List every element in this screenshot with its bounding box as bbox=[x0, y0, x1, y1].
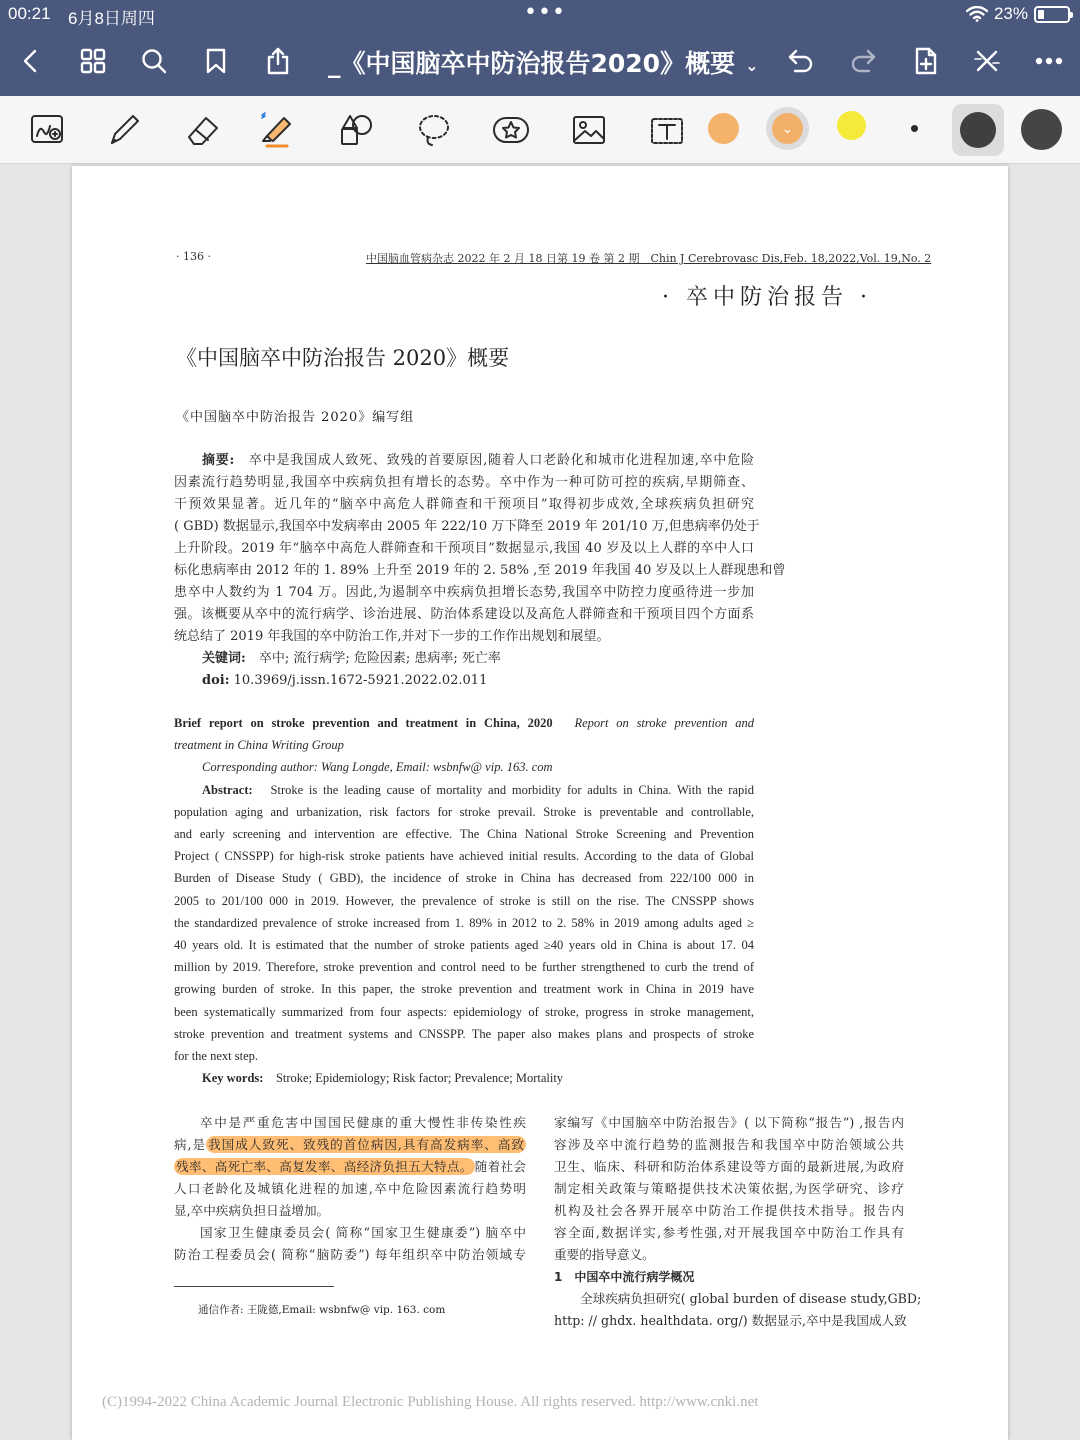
multitask-dots[interactable]: ••• bbox=[524, 0, 566, 25]
grid-icon[interactable] bbox=[76, 44, 110, 78]
en-abstract-line: population aging and urbanization, risk factors for stroke prevail. Stroke is preventable and controllable, bbox=[174, 804, 754, 819]
author-group: 《中国脑卒中防治报告 2020》编写组 bbox=[176, 410, 415, 425]
copyright-footer: (C)1994-2022 China Academic Journal Electronic Publishing House. All rights reserved. http://www.cnki.net bbox=[102, 1394, 759, 1410]
abstract-line: 标化患病率由 2012 年的 1. 89% 上升至 2019 年的 2. 58% ,至 2019 年我国 40 岁及以上人群现患和曾 bbox=[174, 563, 786, 578]
body-line: 残率、高死亡率、高复发率、高经济负担五大特点。 随着社会 bbox=[176, 1159, 527, 1174]
highlight-annotation[interactable]: 我国成人致死、致残的首位病因,具有高发病率、高致 bbox=[208, 1137, 524, 1152]
en-abstract-line: 2005 to 201/100 000 in 2019. However, the prevalence of stroke is still on the rise. The CNSSPP shows bbox=[174, 893, 754, 908]
body-left-column bbox=[174, 1112, 526, 1266]
keywords-cn: 关键词: 卒中; 流行病学; 危险因素; 患病率; 死亡率 bbox=[202, 651, 501, 666]
redo-icon[interactable] bbox=[846, 44, 880, 78]
journal-header: 中国脑血管病杂志 2022 年 2 月 18 日第 19 卷 第 2 期 Chin J Cerebrovasc Dis,Feb. 18,2022,Vol. 19,No. 2 bbox=[366, 252, 932, 265]
body-line: 制定相关政策与策略提供技术决策依据,为医学研究、诊疗 bbox=[554, 1181, 904, 1196]
chevron-down-icon[interactable]: ⌄ bbox=[745, 55, 759, 75]
status-time: 00:21 bbox=[8, 4, 51, 23]
abstract-line: 干预效果显著。近几年的“脑卒中高危人群筛查和干预项目”取得初步成效,全球疾病负担研究 bbox=[174, 497, 754, 512]
lasso-icon[interactable] bbox=[407, 104, 461, 156]
pen-icon[interactable] bbox=[97, 104, 151, 156]
thick-stroke-option[interactable] bbox=[1021, 109, 1062, 150]
body-line: 卫生、临床、科研和防治体系建设等方面的最新进展,为政府 bbox=[554, 1159, 904, 1174]
image-icon[interactable] bbox=[562, 104, 616, 156]
share-icon[interactable] bbox=[261, 44, 295, 78]
thin-stroke-option[interactable] bbox=[911, 125, 918, 132]
close-tool-icon[interactable] bbox=[970, 44, 1004, 78]
body-line: 国家卫生健康委员会( 简称“国家卫生健康委”) 脑卒中 bbox=[200, 1225, 526, 1240]
shapes-icon[interactable] bbox=[329, 104, 383, 156]
document-title[interactable]: _《中国脑卒中防治报告2020》概要 ⌄ bbox=[328, 49, 759, 78]
abstract-line: ( GBD) 数据显示,我国卒中发病率由 2005 年 222/10 万下降至 2019 年 201/10 万,但患病率仍处于 bbox=[174, 519, 760, 534]
abstract-line: 统总结了 2019 年我国的卒中防治工作,并对下一步的工作作出规划和展望。 bbox=[174, 629, 610, 644]
keywords-en: Key words: Stroke; Epidemiology; Risk factor; Prevalence; Mortality bbox=[202, 1071, 564, 1086]
body-line: 显,卒中疾病负担日益增加。 bbox=[174, 1203, 330, 1218]
stroke-dot-icon bbox=[960, 112, 996, 148]
abstract-en bbox=[174, 712, 754, 1089]
color-orange-selected-swatch[interactable] bbox=[766, 107, 809, 150]
corresponding-author-en: Corresponding author: Wang Longde, Email: wsbnfw@ vip. 163. com bbox=[202, 760, 553, 775]
en-title-line: Brief report on stroke prevention and treatment in China, 2020 Report on stroke prevention and bbox=[174, 716, 754, 730]
abstract-line: 上升阶段。2019 年“脑卒中高危人群筛查和干预项目”数据显示,我国 40 岁及以上人群的卒中人口 bbox=[174, 541, 754, 556]
article-title: 《中国脑卒中防治报告 2020》概要 bbox=[176, 346, 510, 370]
en-abstract-line: been systematically summarized from four aspects: epidemiology of stroke, progress in stroke management, bbox=[174, 1004, 754, 1019]
en-abstract-line: million by 2019. Therefore, stroke prevention and control need to be further strengthened to curb the trend of bbox=[174, 960, 754, 975]
en-abstract-line: and early screening and intervention are effective. The China National Stroke Screening and Prevention bbox=[174, 827, 754, 842]
en-abstract-line: the standardized prevalence of stroke increased from 1. 89% in 2012 to 2. 58% in 2019 among adults aged ≥ bbox=[174, 915, 754, 930]
en-abstract-line: stroke prevention and treatment systems and CNSSPP. The paper also makes plans and prospects of stroke bbox=[174, 1026, 754, 1041]
footnote-divider bbox=[174, 1286, 334, 1287]
highlight-annotation[interactable]: 残率、高死亡率、高复发率、高经济负担五大特点。 bbox=[176, 1159, 473, 1174]
body-line: 容全面,数据详实,参考性强,对开展我国卒中防治工作具有 bbox=[554, 1225, 904, 1240]
en-abstract-line: Abstract: Stroke is the leading cause of mortality and morbidity for adults in China. With the rapid bbox=[202, 782, 754, 797]
abstract-cn bbox=[174, 450, 786, 692]
battery-percent: 23% bbox=[993, 4, 1028, 23]
top-bar bbox=[0, 0, 1080, 96]
more-icon[interactable] bbox=[1032, 44, 1066, 78]
body-line: 重要的指导意义。 bbox=[554, 1247, 655, 1262]
wifi-icon bbox=[966, 6, 988, 22]
annotation-toolbar bbox=[0, 96, 1080, 164]
back-icon[interactable] bbox=[14, 44, 48, 78]
body-line: 全球疾病负担研究( global burden of disease study,GBD; bbox=[580, 1291, 922, 1306]
search-icon[interactable] bbox=[137, 44, 171, 78]
abstract-line: 患卒中人数约为 1 704 万。因此,为遏制卒中疾病负担增长态势,我国卒中防控力度亟待进一步加 bbox=[174, 585, 754, 600]
abstract-line: 因素流行趋势明显,我国卒中疾病负担有增长的态势。卒中作为一种可防可控的疾病,早期筛查、 bbox=[174, 475, 754, 490]
color-yellow-swatch[interactable] bbox=[837, 111, 866, 140]
status-right bbox=[966, 4, 1070, 24]
bookmark-icon[interactable] bbox=[199, 44, 233, 78]
body-line: 容涉及卒中流行趋势的监测报告和我国卒中防治领域公共 bbox=[554, 1137, 904, 1152]
pdf-page[interactable] bbox=[72, 166, 1008, 1440]
undo-icon[interactable] bbox=[784, 44, 818, 78]
page-number: · 136 · bbox=[176, 250, 211, 263]
body-line: 机构及社会各界开展卒中防治工作提供技术指导。报告内 bbox=[554, 1203, 904, 1218]
en-abstract-line: Project ( CNSSPP) for high-risk stroke patients have achieved initial results. According to the data of Global bbox=[174, 849, 754, 864]
body-line: 卒中是严重危害中国国民健康的重大慢性非传染性疾 bbox=[200, 1115, 526, 1130]
doi: doi: 10.3969/j.issn.1672-5921.2022.02.011 bbox=[202, 673, 488, 688]
eraser-icon[interactable] bbox=[175, 104, 229, 156]
abstract-line: 摘要: 卒中是我国成人致死、致残的首要原因,随着人口老龄化和城市化进程加速,卒中危险 bbox=[202, 453, 754, 468]
chevron-down-icon: ⌄ bbox=[772, 113, 803, 144]
body-line: 家编写《中国脑卒中防治报告》( 以下简称“报告”) ,报告内 bbox=[554, 1115, 904, 1130]
body-line: 病,是 我国成人致死、致残的首位病因,具有高发病率、高致 bbox=[174, 1137, 524, 1152]
body-line: http: // ghdx. healthdata. org/) 数据显示,卒中是我国成人致 bbox=[554, 1313, 907, 1328]
body-line: 防治工程委员会( 简称“脑防委”) 每年组织卒中防治领域专 bbox=[174, 1247, 526, 1262]
text-icon[interactable] bbox=[640, 104, 694, 156]
footnote: 通信作者: 王陇德,Email: wsbnfw@ vip. 163. com bbox=[198, 1304, 446, 1316]
body-line: 人口老龄化及城镇化进程的加速,卒中危险因素流行趋势明 bbox=[174, 1181, 526, 1196]
en-abstract-line: Burden of Disease Study ( GBD), the incidence of stroke in China has decreased from 222/100 000 in bbox=[174, 871, 754, 886]
body-right-column bbox=[554, 1112, 922, 1332]
status-date: 6月8日周四 bbox=[68, 9, 155, 28]
section-heading: 1 中国卒中流行病学概况 bbox=[554, 1270, 695, 1284]
abstract-line: 强。该概要从卒中的流行病学、诊治进展、防治体系建设以及高危人群筛查和干预项目四个方面系 bbox=[174, 607, 754, 622]
medium-stroke-option-selected[interactable] bbox=[952, 104, 1004, 156]
highlighter-icon[interactable] bbox=[250, 104, 304, 156]
zoom-pen-icon[interactable] bbox=[21, 104, 75, 156]
section-label: · 卒中防治报告 · bbox=[662, 285, 872, 310]
add-page-icon[interactable] bbox=[908, 44, 942, 78]
en-abstract-line: growing burden of stroke. In this paper, the stroke prevention and treatment work in China in 2019 have bbox=[174, 982, 754, 997]
en-abstract-line: 40 years old. It is estimated that the number of stroke patients aged ≥40 years old in China is about 17. 04 bbox=[174, 938, 754, 953]
sticker-icon[interactable] bbox=[484, 104, 538, 156]
battery-icon bbox=[1034, 6, 1070, 23]
en-abstract-line: for the next step. bbox=[174, 1049, 259, 1064]
color-orange-swatch[interactable] bbox=[708, 113, 739, 144]
en-group-line: treatment in China Writing Group bbox=[174, 738, 344, 753]
